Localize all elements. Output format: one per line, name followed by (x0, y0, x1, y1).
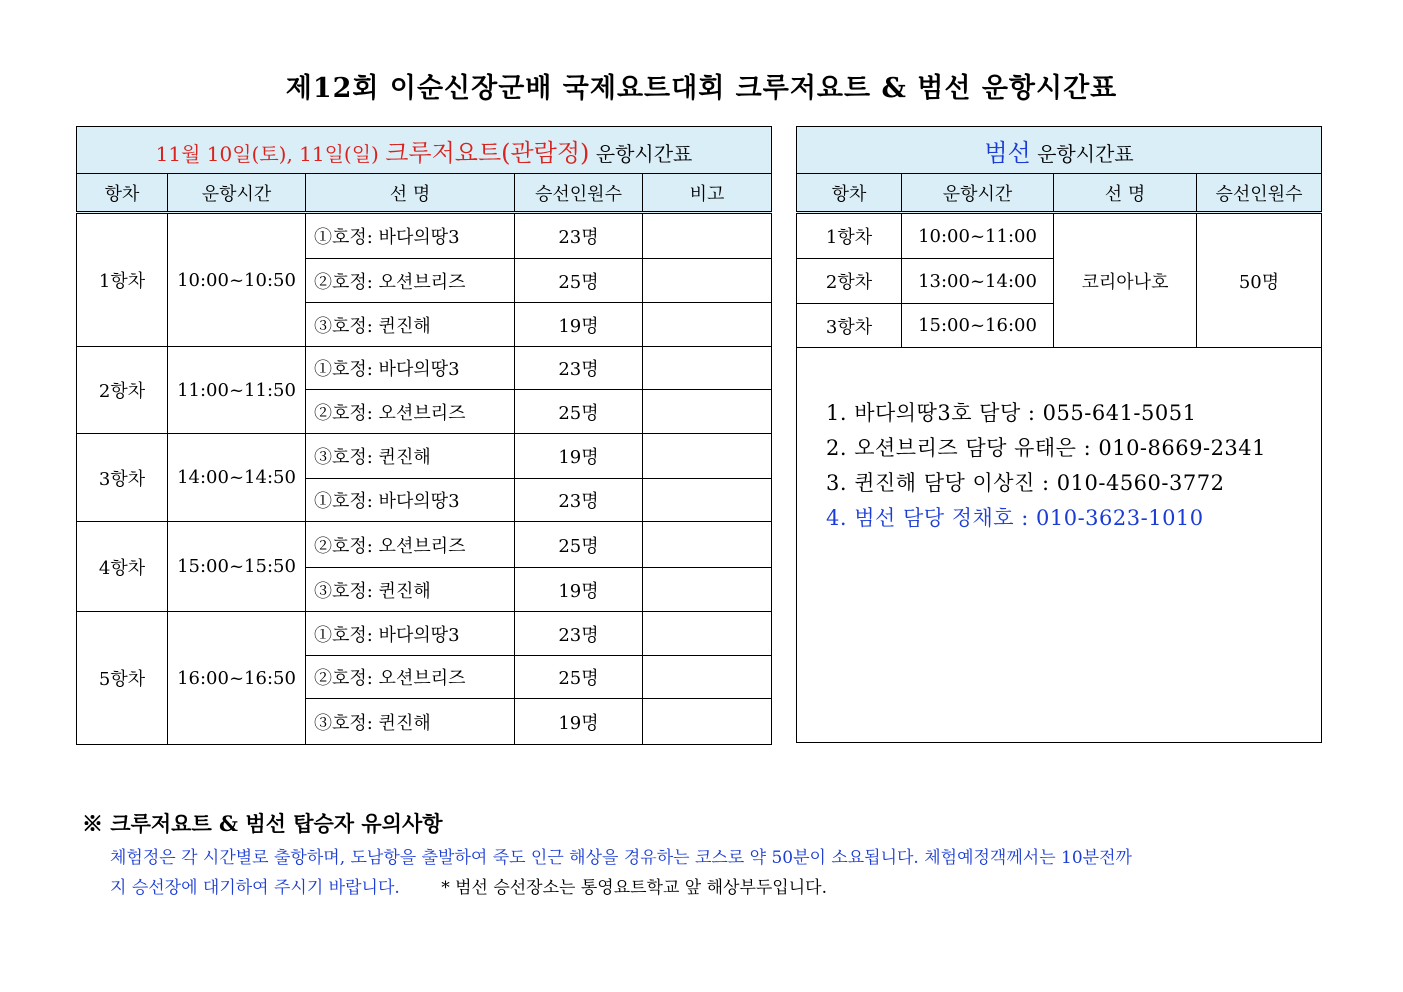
contact-list (826, 396, 1266, 536)
notice-line-2-text: 지 승선장에 대기하여 주시기 바랍니다. (110, 878, 400, 898)
boat-cell: ②호정: 오션브리즈 (306, 522, 515, 568)
note-cell (643, 568, 772, 612)
table-row (77, 434, 772, 479)
col-ship: 선 명 (1054, 174, 1197, 213)
cruiser-schedule-table (76, 126, 772, 745)
note-cell (643, 347, 772, 390)
cruiser-heading-name: 크루저요트(관람정) (385, 138, 590, 167)
col-time: 운항시간 (902, 174, 1054, 213)
table-row (77, 347, 772, 390)
notice-line-2 (110, 873, 1350, 903)
sailship-heading-name: 범선 (984, 138, 1031, 167)
page-title: 제12회 이순신장군배 국제요트대회 크루저요트 & 범선 운항시간표 (285, 73, 1118, 104)
boat-cell: ①호정: 바다의땅3 (306, 347, 515, 390)
cruiser-heading-date: 11월 10일(토), 11일(일) (155, 141, 379, 166)
time-cell: 16:00~16:50 (168, 612, 306, 745)
col-note: 비고 (643, 174, 772, 213)
contact-line: 1. 바다의땅3호 담당 : 055-641-5051 (826, 401, 1197, 425)
count-cell: 23명 (515, 347, 643, 390)
boat-cell: ③호정: 퀸진해 (306, 568, 515, 612)
boat-cell: ①호정: 바다의땅3 (306, 213, 515, 259)
count-cell: 25명 (515, 259, 643, 303)
note-cell (643, 213, 772, 259)
table-row (77, 213, 772, 259)
notice-title: ※ 크루저요트 & 범선 탑승자 유의사항 (82, 811, 443, 836)
boat-cell: ③호정: 퀸진해 (306, 699, 515, 745)
note-cell (643, 259, 772, 303)
trip-cell: 2항차 (797, 259, 902, 304)
table-row (77, 522, 772, 568)
note-cell (643, 479, 772, 522)
sailship-heading-suffix: 운항시간표 (1037, 141, 1134, 166)
time-cell: 13:00~14:00 (902, 259, 1054, 304)
count-cell: 25명 (515, 656, 643, 699)
trip-cell: 3항차 (77, 434, 168, 522)
note-cell (643, 656, 772, 699)
note-cell (643, 699, 772, 745)
boat-cell: ②호정: 오션브리즈 (306, 656, 515, 699)
count-cell: 23명 (515, 479, 643, 522)
trip-cell: 2항차 (77, 347, 168, 434)
boat-cell: ③호정: 퀸진해 (306, 303, 515, 347)
trip-cell: 5항차 (77, 612, 168, 745)
trip-cell: 1항차 (77, 213, 168, 347)
ship-name-cell: 코리아나호 (1054, 213, 1197, 348)
note-cell (643, 522, 772, 568)
boat-cell: ③호정: 퀸진해 (306, 434, 515, 479)
time-cell: 11:00~11:50 (168, 347, 306, 434)
contact-line: 4. 범선 담당 정채호 : 010-3623-1010 (826, 506, 1204, 530)
col-time: 운항시간 (168, 174, 306, 213)
count-cell: 23명 (515, 612, 643, 656)
table-row (77, 612, 772, 656)
boat-cell: ②호정: 오션브리즈 (306, 390, 515, 434)
sailship-table-heading (797, 127, 1322, 174)
trip-cell: 3항차 (797, 304, 902, 348)
contact-line: 3. 퀸진해 담당 이상진 : 010-4560-3772 (826, 471, 1225, 495)
notice-line-1: 체험정은 각 시간별로 출항하며, 도남항을 출발하여 죽도 인근 해상을 경유하는 코스로 약 50분이 소요됩니다. 체험예정객께서는 10분전까 (110, 848, 1132, 868)
note-cell (643, 303, 772, 347)
count-cell: 19명 (515, 568, 643, 612)
note-cell (643, 434, 772, 479)
count-cell: 19명 (515, 699, 643, 745)
count-cell: 25명 (515, 522, 643, 568)
contact-line: 2. 오션브리즈 담당 유태은 : 010-8669-2341 (826, 436, 1267, 460)
boat-cell: ①호정: 바다의땅3 (306, 612, 515, 656)
capacity-cell: 50명 (1197, 213, 1322, 348)
col-trip: 항차 (77, 174, 168, 213)
note-cell (643, 390, 772, 434)
count-cell: 25명 (515, 390, 643, 434)
note-cell (643, 612, 772, 656)
trip-cell: 1항차 (797, 213, 902, 259)
table-row (797, 213, 1322, 259)
notice-boarding-note: * 범선 승선장소는 통영요트학교 앞 해상부두입니다. (441, 878, 827, 898)
boat-cell: ①호정: 바다의땅3 (306, 479, 515, 522)
count-cell: 23명 (515, 213, 643, 259)
count-cell: 19명 (515, 303, 643, 347)
cruiser-heading-suffix: 운항시간표 (595, 141, 693, 166)
cruiser-table-heading (77, 127, 772, 174)
col-trip: 항차 (797, 174, 902, 213)
trip-cell: 4항차 (77, 522, 168, 612)
time-cell: 10:00~10:50 (168, 213, 306, 347)
col-boat: 선 명 (306, 174, 515, 213)
notice-text (110, 843, 1350, 903)
time-cell: 10:00~11:00 (902, 213, 1054, 259)
boat-cell: ②호정: 오션브리즈 (306, 259, 515, 303)
time-cell: 14:00~14:50 (168, 434, 306, 522)
count-cell: 19명 (515, 434, 643, 479)
col-count: 승선인원수 (515, 174, 643, 213)
col-count: 승선인원수 (1197, 174, 1322, 213)
time-cell: 15:00~15:50 (168, 522, 306, 612)
time-cell: 15:00~16:00 (902, 304, 1054, 348)
